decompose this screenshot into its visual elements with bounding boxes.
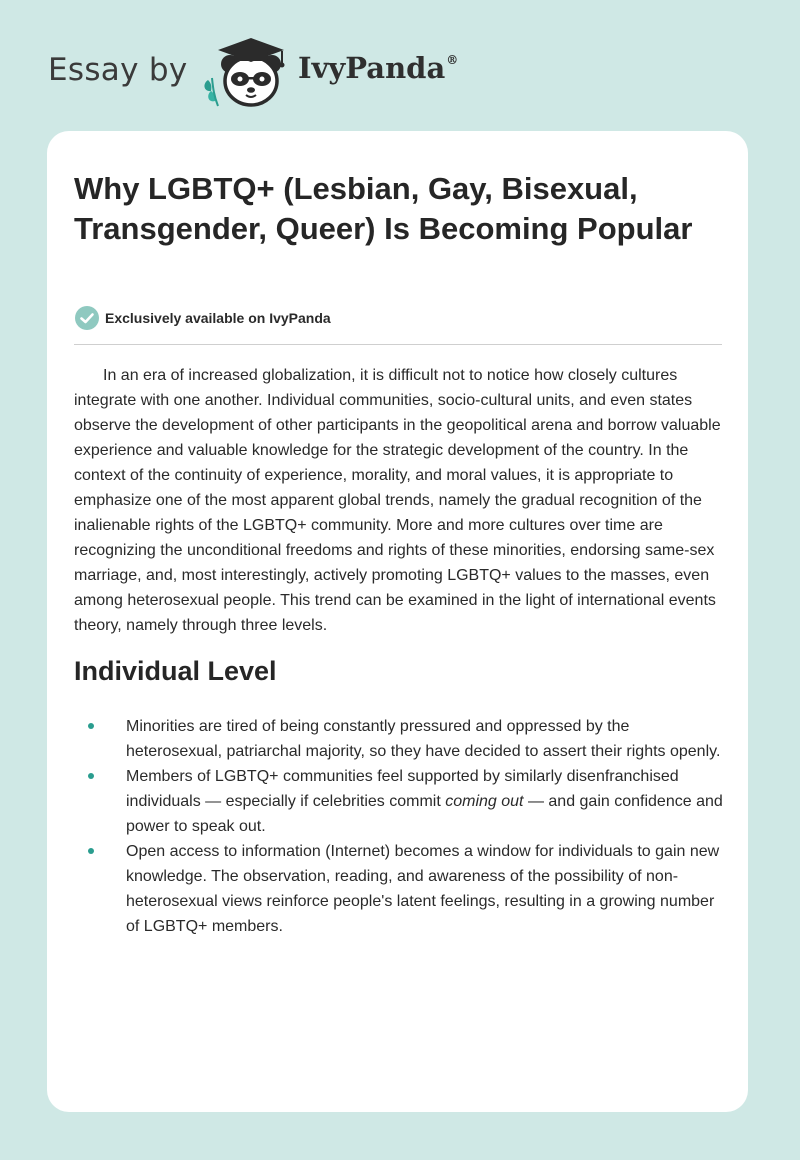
brand-prefix: Essay by <box>48 52 188 88</box>
list-item-emphasis: coming out <box>445 793 524 810</box>
list-item-text: Open access to information (Internet) becomes a window for individuals to gain new knowledge. The observation, reading, and awareness of the possibility of non-heterosexual views reinforce people's latent feelings, resulting in a growing number of LGBTQ+ members. <box>126 843 720 935</box>
check-circle-icon <box>74 305 100 331</box>
brand-name[interactable] <box>298 51 458 85</box>
bullet-dot <box>88 723 94 729</box>
list-item <box>74 764 724 839</box>
essay-card <box>47 131 748 1112</box>
brand-name-text: IvyPanda <box>298 51 446 85</box>
registered-mark: ® <box>446 53 459 67</box>
section-heading: Individual Level <box>74 656 277 686</box>
intro-paragraph: In an era of increased globalization, it is difficult not to notice how closely cultures integrate with one another. Individual communities, socio-cultural units, and even states observe the development of other participants in the geopolitical arena and borrow valuable experience and valuable knowledge for the strategic development of the country. In the context of the continuity of experience, morality, and moral values, it is appropriate to emphasize one of the most apparent global trends, namely the gradual recognition of the inalienable rights of the LGBTQ+ community. More and more cultures over time are recognizing the unconditional freedoms and rights of these minorities, endorsing same-sex marriage, and, most interestingly, actively promoting LGBTQ+ values to the masses, even among heterosexual people. This trend can be examined in the light of international events theory, namely through three levels. <box>74 367 721 634</box>
site-header <box>0 0 800 130</box>
list-item-text-after: — and gain confidence and power to speak out. <box>126 793 723 835</box>
bullet-dot <box>88 773 94 779</box>
bullet-list <box>74 714 724 939</box>
bullet-dot <box>88 848 94 854</box>
exclusive-badge <box>74 305 331 331</box>
page-title: Why LGBTQ+ (Lesbian, Gay, Bisexual, Transgender, Queer) Is Becoming Popular <box>74 171 693 246</box>
list-item-text: Minorities are tired of being constantly pressured and oppressed by the heterosexual, patriarchal majority, so they have decided to assert their rights openly. <box>126 718 721 760</box>
panda-graduate-logo-icon[interactable] <box>200 34 292 110</box>
list-item <box>74 714 724 764</box>
divider <box>74 344 722 345</box>
list-item <box>74 839 724 939</box>
badge-text: Exclusively available on IvyPanda <box>105 310 331 326</box>
list-item-text-before: Members of LGBTQ+ communities feel supported by similarly disenfranchised individuals — especially if celebrities commit <box>126 768 679 810</box>
